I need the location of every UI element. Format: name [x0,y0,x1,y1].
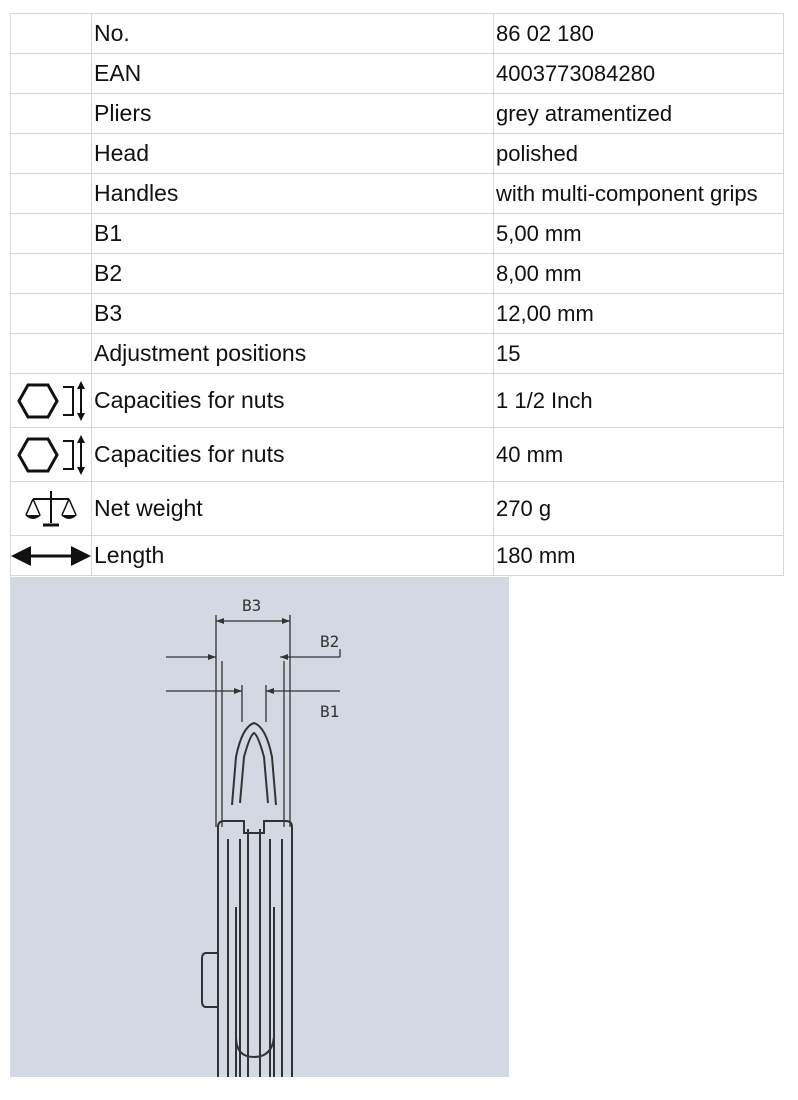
spec-value: 15 [494,334,784,374]
icon-cell-empty [11,214,92,254]
spec-label: Head [92,134,494,174]
dimension-label-b2: B2 [320,632,340,651]
spec-row-handles [11,174,784,214]
spec-value: 1 1/2 Inch [494,374,784,428]
spec-label: Handles [92,174,494,214]
spec-label: No. [92,14,494,54]
scale-icon [11,482,92,536]
spec-row-weight [11,482,784,536]
icon-cell-empty [11,94,92,134]
spec-label: Length [92,536,494,576]
dimension-label-b3: B3 [242,596,262,615]
icon-cell-empty [11,134,92,174]
spec-row-ean [11,54,784,94]
spec-table [10,13,784,576]
spec-label: B1 [92,214,494,254]
spec-label: Net weight [92,482,494,536]
spec-row-adjustment [11,334,784,374]
spec-row-head [11,134,784,174]
spec-row-length [11,536,784,576]
icon-cell-empty [11,174,92,214]
spec-label: Pliers [92,94,494,134]
spec-row-pliers [11,94,784,134]
spec-value: grey atramentized [494,94,784,134]
spec-value: 4003773084280 [494,54,784,94]
spec-label: EAN [92,54,494,94]
spec-value: with multi-component grips [494,174,784,214]
spec-value: 86 02 180 [494,14,784,54]
icon-cell-empty [11,294,92,334]
hex-nut-capacity-icon [11,428,92,482]
spec-value: 40 mm [494,428,784,482]
spec-value: 12,00 mm [494,294,784,334]
spec-row-nut-mm [11,428,784,482]
double-arrow-icon [11,536,92,576]
spec-label: B3 [92,294,494,334]
spec-row-b1 [11,214,784,254]
icon-cell-empty [11,334,92,374]
hex-nut-capacity-icon [11,374,92,428]
spec-label: Capacities for nuts [92,374,494,428]
spec-value: 5,00 mm [494,214,784,254]
spec-value: polished [494,134,784,174]
spec-row-b2 [11,254,784,294]
spec-row-b3 [11,294,784,334]
spec-value: 270 g [494,482,784,536]
dimension-label-b1: B1 [320,702,340,721]
pliers-outline [10,577,509,1077]
spec-value: 8,00 mm [494,254,784,294]
spec-label: B2 [92,254,494,294]
spec-value: 180 mm [494,536,784,576]
spec-label: Adjustment positions [92,334,494,374]
spec-label: Capacities for nuts [92,428,494,482]
spec-row-nut-inch [11,374,784,428]
spec-row-no [11,14,784,54]
icon-cell-empty [11,14,92,54]
icon-cell-empty [11,254,92,294]
pliers-technical-drawing [10,577,509,1077]
icon-cell-empty [11,54,92,94]
